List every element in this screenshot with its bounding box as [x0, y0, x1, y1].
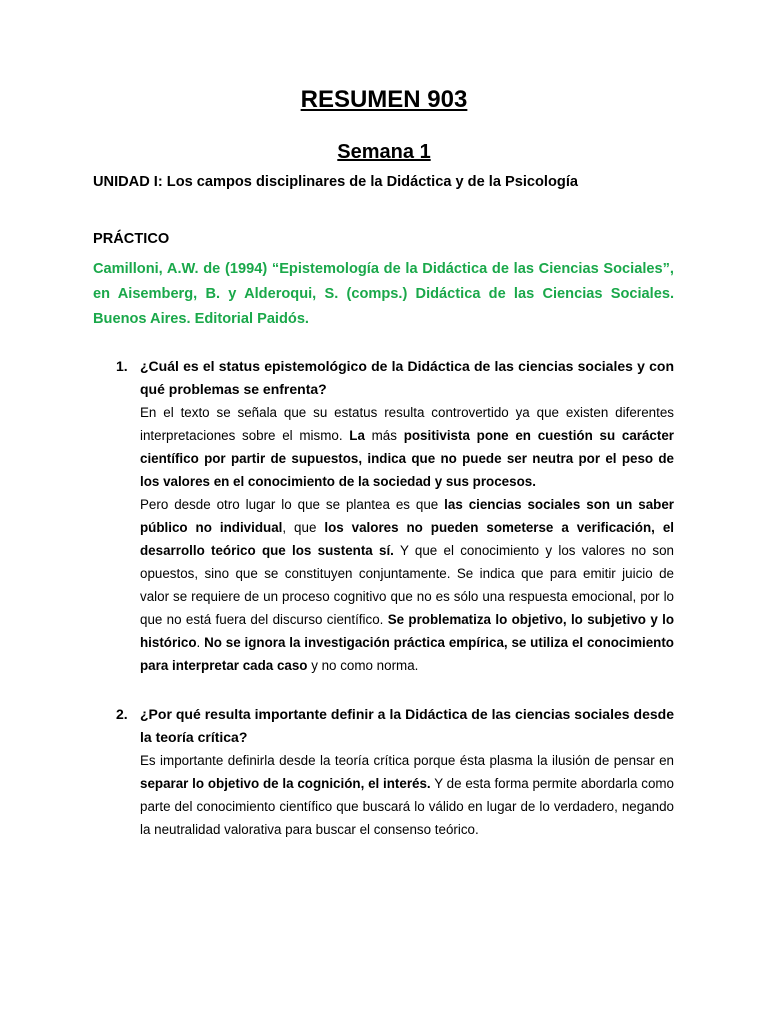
answer-text: y no como norma.	[307, 658, 419, 673]
answer-emphasis: positivista pone en cuestión su carácter científico por partir de supuestos, indica que no puede ser neutra por el peso de los valores en el conocimiento de la sociedad y sus procesos.	[140, 428, 674, 489]
answer-text: Y de esta forma permite abordarla como parte del conocimiento científico que buscará lo válido en lugar de lo verdadero, negando la neutralidad valorativa para buscar el consenso teórico.	[140, 776, 674, 837]
answer-emphasis: separar lo objetivo de la cognición, el interés.	[140, 776, 431, 791]
answer-emphasis: las ciencias sociales son un saber público no individual	[140, 497, 674, 535]
answer-text: Pero desde otro lugar lo que se plantea es que	[140, 497, 445, 512]
question-text: ¿Por qué resulta importante definir a la Didáctica de las ciencias sociales desde la teoría crítica?	[140, 706, 674, 745]
answer-text: Y que el conocimiento y los valores no son opuestos, sino que se constituyen conjuntamente. Se indica que para emitir juicio de valor se requiere de un proceso cognitivo que no es sólo una respuesta emocional, por lo que no está fuera del discurso científico.	[140, 543, 674, 627]
question-number: 1.	[116, 358, 128, 374]
answer-text: .	[196, 635, 205, 650]
answer-paragraph	[140, 493, 674, 677]
answer-emphasis: Se problematiza lo objetivo, lo subjetivo y lo histórico	[140, 612, 674, 650]
question-text: ¿Cuál es el status epistemológico de la Didáctica de las ciencias sociales y con qué problemas se enfrenta?	[140, 358, 674, 397]
answer-emphasis: los valores no pueden someterse a verificación, el desarrollo teórico que los sustenta sí.	[140, 520, 674, 558]
week-subtitle: Semana 1	[337, 141, 431, 163]
answer-emphasis: La	[349, 428, 365, 443]
question-list	[93, 355, 674, 677]
answer-text: En el texto se señala que su estatus resulta controvertido ya que existen diferentes interpretaciones sobre el mismo.	[140, 405, 674, 443]
question-item-1	[93, 355, 674, 677]
answer-text: más	[364, 428, 404, 443]
bibliographic-citation: Camilloni, A.W. de (1994) “Epistemología de la Didáctica de las Ciencias Sociales”, en Aisemberg, B. y Alderoqui, S. (comps.) Didáctica de las Ciencias Sociales. Buenos Aires. Editorial Paidós.	[93, 261, 674, 327]
question-item-2	[93, 703, 674, 841]
answer-emphasis: No se ignora la investigación práctica empírica, se utiliza el conocimiento para interpretar cada caso	[140, 635, 674, 673]
document-title: RESUMEN 903	[300, 86, 468, 113]
section-label: PRÁCTICO	[93, 231, 170, 247]
answer-paragraph	[140, 401, 674, 493]
question-list	[93, 703, 674, 841]
answer-text: , que	[282, 520, 325, 535]
answer-text: Es importante definirla desde la teoría crítica porque ésta plasma la ilusión de pensar en	[140, 753, 674, 768]
question-number: 2.	[116, 706, 128, 722]
answer-paragraph	[140, 749, 674, 841]
unit-heading: UNIDAD I: Los campos disciplinares de la Didáctica y de la Psicología	[93, 174, 578, 190]
